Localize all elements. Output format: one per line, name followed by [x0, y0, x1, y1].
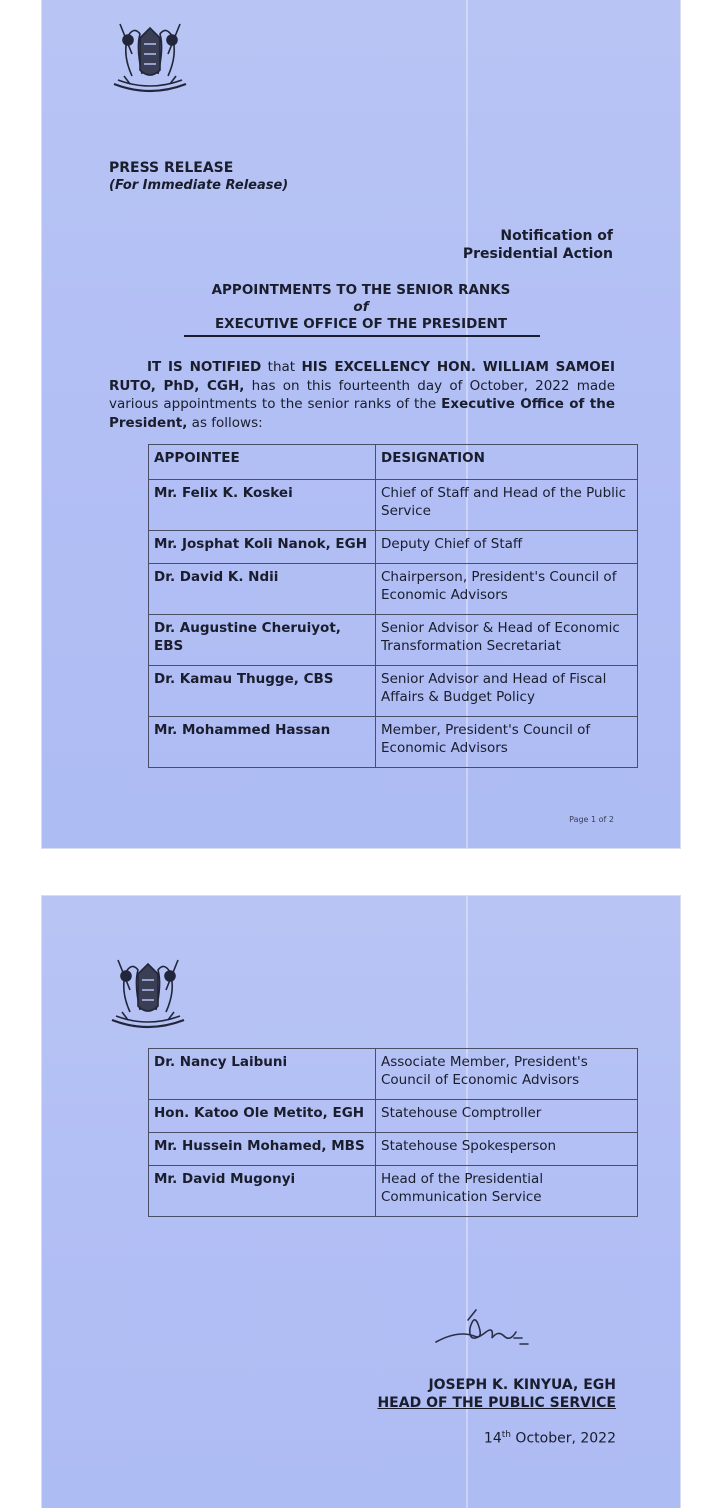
- designation-cell: Member, President's Council of Economic Advisors: [376, 717, 638, 768]
- table-row: [149, 1133, 638, 1166]
- designation-cell: Statehouse Comptroller: [376, 1100, 638, 1133]
- coat-of-arms-icon: [100, 950, 196, 1040]
- date-day: 14: [483, 1430, 502, 1447]
- press-release-title: PRESS RELEASE: [109, 160, 234, 176]
- notice-paragraph: [109, 358, 615, 432]
- signatory-title: HEAD OF THE PUBLIC SERVICE: [377, 1395, 616, 1411]
- table-row: [149, 1166, 638, 1217]
- table-row: [149, 1049, 638, 1100]
- para-notified: IT IS NOTIFIED: [147, 359, 262, 375]
- table-row: [149, 564, 638, 615]
- para-body: has on this fourteenth day of October, 2022 made various appointments to the senior ranks of the: [109, 377, 615, 412]
- signatory-name: JOSEPH K. KINYUA, EGH: [428, 1377, 616, 1393]
- appointee-cell: Mr. David Mugonyi: [149, 1166, 376, 1217]
- appointee-cell: Mr. Mohammed Hassan: [149, 717, 376, 768]
- appointee-cell: Dr. David K. Ndii: [149, 564, 376, 615]
- designation-cell: Associate Member, President's Council of Economic Advisors: [376, 1049, 638, 1100]
- date-rest: October, 2022: [510, 1430, 616, 1447]
- signature-date: [484, 1430, 616, 1447]
- para-that: that: [261, 359, 302, 375]
- appointee-cell: Dr. Kamau Thugge, CBS: [149, 666, 376, 717]
- table-row: [149, 666, 638, 717]
- heading-line-1: APPOINTMENTS TO THE SENIOR RANKS: [211, 282, 511, 298]
- para-follows: as follows:: [187, 414, 263, 431]
- designation-cell: Senior Advisor and Head of Fiscal Affairs & Budget Policy: [376, 666, 638, 717]
- heading-underline: [184, 335, 540, 337]
- immediate-release-note: (For Immediate Release): [109, 178, 289, 193]
- appointee-cell: Mr. Josphat Koli Nanok, EGH: [149, 531, 376, 564]
- table-row: [149, 717, 638, 768]
- designation-cell: Chief of Staff and Head of the Public Service: [376, 480, 638, 531]
- table-row: [149, 1100, 638, 1133]
- header-designation: DESIGNATION: [376, 445, 638, 480]
- date-suffix: th: [501, 1430, 511, 1440]
- document-page-2: [42, 896, 680, 1508]
- appointments-table-1: [148, 444, 638, 768]
- signatory-block: [377, 1376, 616, 1412]
- appointee-cell: Hon. Katoo Ole Metito, EGH: [149, 1100, 376, 1133]
- designation-cell: Deputy Chief of Staff: [376, 531, 638, 564]
- designation-cell: Chairperson, President's Council of Economic Advisors: [376, 564, 638, 615]
- table-row: [149, 531, 638, 564]
- heading-line-2: EXECUTIVE OFFICE OF THE PRESIDENT: [214, 316, 508, 332]
- appointee-cell: Mr. Hussein Mohamed, MBS: [149, 1133, 376, 1166]
- appointee-cell: Dr. Augustine Cheruiyot, EBS: [149, 615, 376, 666]
- notification-line-2: Presidential Action: [462, 246, 613, 262]
- table-header-row: [149, 445, 638, 480]
- table-row: [149, 615, 638, 666]
- notification-label: [463, 227, 613, 263]
- designation-cell: Head of the Presidential Communication Service: [376, 1166, 638, 1217]
- notification-line-1: Notification of: [500, 228, 613, 244]
- appointee-cell: Mr. Felix K. Koskei: [149, 480, 376, 531]
- para-president: HIS EXCELLENCY HON. WILLIAM SAMOEI RUTO, PhD, CGH,: [109, 359, 616, 394]
- document-page-1: [42, 0, 680, 848]
- appointments-table-2: [148, 1048, 638, 1217]
- signature-icon: [428, 1302, 538, 1362]
- header-appointee: APPOINTEE: [149, 445, 376, 480]
- appointee-cell: Dr. Nancy Laibuni: [149, 1049, 376, 1100]
- designation-cell: Statehouse Spokesperson: [376, 1133, 638, 1166]
- heading-of: of: [353, 299, 369, 315]
- para-office: Executive Office of the President,: [109, 396, 615, 431]
- coat-of-arms-icon: [102, 14, 198, 104]
- designation-cell: Senior Advisor & Head of Economic Transformation Secretariat: [376, 615, 638, 666]
- page-number: Page 1 of 2: [569, 815, 614, 824]
- table-row: [149, 480, 638, 531]
